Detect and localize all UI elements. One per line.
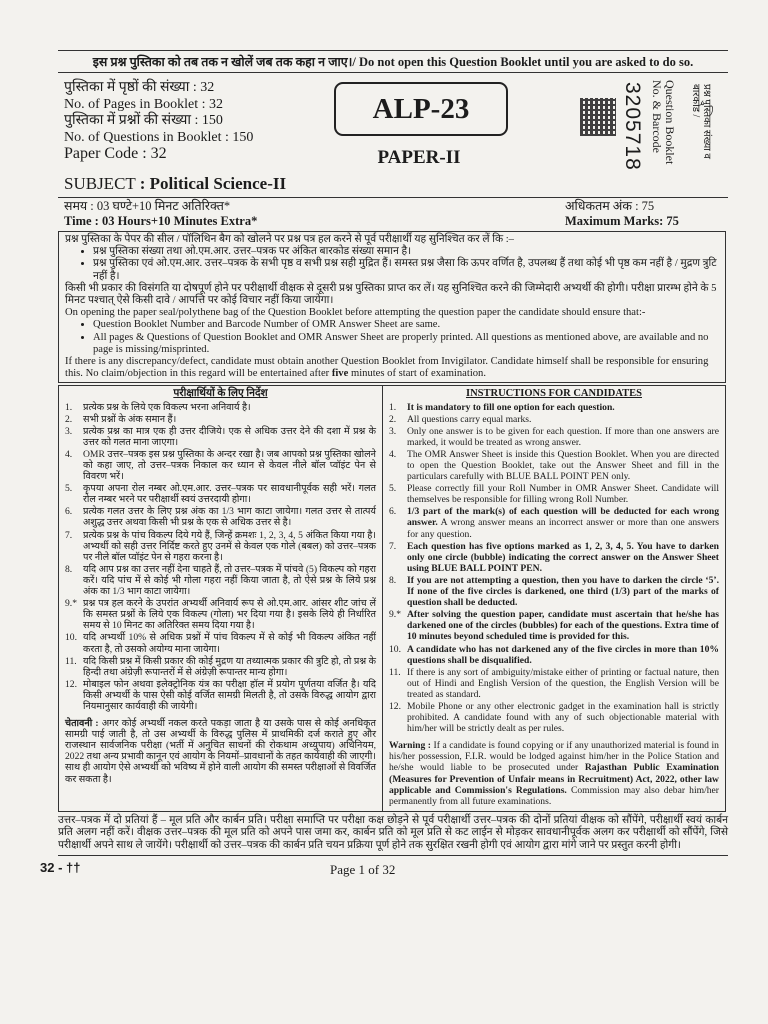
warning-label: Warning : [389, 740, 431, 752]
booklet-number-label-hi: प्रश्न पुस्तिका संख्या व बारकोड / [690, 84, 712, 159]
instruction-text: यदि किसी प्रश्न में किसी प्रकार की कोई मुद्रण या तथ्यात्मक प्रकार की त्रुटि हो, तो प्रश्न के हिन्दी तथा अंग्रेज़ी रूपान्तरों में से अंग्रेज़ी रूपान्तर मान्य होगा। [83, 655, 376, 678]
subject [64, 174, 286, 194]
instruction-number: 9.* [65, 598, 77, 610]
instruction-number: 5. [65, 483, 73, 495]
series-code: ALP-23 [372, 92, 470, 125]
instruction-item [389, 506, 719, 539]
instruction-item [65, 402, 376, 413]
body-flow [40, 231, 728, 880]
instruction-item [389, 644, 719, 666]
seal-intro-hi: प्रश्न पुस्तिका के पेपर की सील / पॉलिथिन बैग को खोलने पर प्रश्न पत्र हल करने से पूर्व परीक्षार्थी यह सुनिश्चित कर लें कि :– [65, 234, 514, 245]
instruction-bold: If you are not attempting a question, then you have to darken the circle ‘5’. If none of the five circles is darkened, one third (1/3) part of the marks of question shall be deducted. [407, 574, 719, 609]
instruction-number: 4. [65, 448, 73, 460]
max-marks [565, 199, 679, 228]
instruction-text [407, 644, 719, 666]
instruction-item [389, 575, 719, 608]
instruction-text: प्रश्न पत्र हल करने के उपरांत अभ्यर्थी अनिवार्य रूप से ओ.एम.आर. आंसर शीट जांच लें कि समस्त प्रश्नों के लिये एक विकल्प (गोला) भर दिया गया है। इसके लिये ही निर्धारित समय से 10 मिनट का अतिरिक्त समय दिया गया है। [83, 598, 376, 632]
instruction-text [407, 701, 719, 734]
carbon-copy-note: उत्तर–पत्रक में दो प्रतियां हैं – मूल प्रति और कार्बन प्रति। परीक्षा समाप्ति पर परीक्षा कक्ष छोड़ने से पूर्व परीक्षार्थी उत्तर–पत्रक की दोनों प्रतियां वीक्षक को सौंपेंगे, परीक्षार्थी स्वयं कार्बन प्रति अलग नहीं करें। वीक्षक उत्तर–पत्रक की मूल प्रति को अपने पास जमा कर, कार्बन प्रति को मूल प्रति से कट लाईन से मोड़कर सावधानीपूर्वक अलग कर परीक्षार्थी को सौंपेंगे, जिसे परीक्षार्थी अपने साथ ले जायेंगे। परीक्षार्थी को उत्तर–पत्रक की कार्बन प्रति चयन प्रक्रिया पूर्ण होने तक सुरक्षित रखनी होगी एवं आयोग द्वारा मांगे जाने पर प्रस्तुत करनी होगी। [58, 815, 728, 856]
do-not-open-notice: इस प्रश्न पुस्तिका को तब तक न खोलें जब तक कहा न जाए।/ Do not open this Question Booklet until you are asked to do so. [92, 55, 694, 69]
seal-instructions-box [58, 231, 726, 383]
instruction-number: 7. [65, 529, 73, 541]
seal-bullet-hi: • प्रश्न पुस्तिका संख्या तथा ओ.एम.आर. उत्तर–पत्रक पर अंकित बारकोड संख्या समान है। [93, 246, 719, 258]
instruction-number: 12. [65, 678, 77, 690]
footer-code: 32 - †† [40, 860, 81, 876]
warning-text: Commission may also debar him/her permanently from all future examinations. [389, 784, 719, 807]
instruction-number: 11. [65, 655, 77, 667]
instruction-number: 8. [389, 574, 397, 586]
seal-bullet-hi: • प्रश्न पुस्तिका एवं ओ.एम.आर. उत्तर–पत्रक के सभी पृष्ठ व सभी प्रश्न सही मुद्रित हैं। समस्त प्रश्न जैसा कि ऊपर वर्णित है, उपलब्ध हैं तथा कोई भी पृष्ठ कम नहीं है / मुद्रण त्रुटि नहीं है। [93, 258, 719, 282]
instruction-bold: A candidate who has not darkened any of the five circles in more than 10% questions shall be disqualified. [407, 643, 719, 666]
seal-outro-text: minutes of start of examination. [348, 368, 487, 380]
instruction-item [65, 506, 376, 528]
instruction-number: 3. [389, 425, 397, 437]
instruction-bold: Each question has five options marked as 1, 2, 3, 4, 5. You have to darken only one circle (bubble) indicating the correct answer on the Answer Sheet using BLUE BALL POINT PEN. [407, 540, 719, 574]
instruction-item [389, 402, 719, 413]
instruction-plain: If there is any sort of ambiguity/mistake either of printing or factual nature, then out of Hindi and English Version of the question, the English Version will be treated as standard. [407, 666, 719, 700]
page-number: Page 1 of 32 [330, 862, 396, 878]
subject-label: SUBJECT [64, 174, 136, 193]
instruction-item [389, 667, 719, 700]
booklet-number-label-en: Question Booklet No. & Barcode [650, 80, 677, 165]
hindi-instructions-title: परीक्षार्थियों के लिए निर्देश [173, 388, 268, 400]
paper-code: Paper Code : 32 [64, 145, 167, 162]
instruction-text [407, 506, 719, 539]
paper-title: PAPER-II [377, 147, 461, 168]
instruction-text: प्रत्येक प्रश्न का मात्र एक ही उत्तर दीजिये। एक से अधिक उत्तर देने की दशा में प्रश्न के उत्तर को गलत माना जाएगा। [83, 425, 376, 448]
notice-rule [58, 72, 728, 73]
instruction-text: यदि आप प्रश्न का उत्तर नहीं देना चाहते हैं, तो उत्तर–पत्रक में पांचवे (5) विकल्प को गहरा करें। यदि पांच में से कोई भी गोला गहरा नहीं किया जाता है, तो ऐसे प्रश्न के लिये प्रश्न अंक का 1/3 भाग काटा जायेगा। [83, 563, 376, 598]
seal-outro-text: If there is any discrepancy/defect, candidate must obtain another Question Booklet from Invigilator. Candidate himself shall be responsible for ensuring this. No claim/objection in this regard will be entertained after [65, 356, 709, 380]
time [64, 199, 257, 228]
instruction-text: प्रत्येक गलत उत्तर के लिए प्रश्न अंक का 1/3 भाग काटा जायेगा। गलत उत्तर से तात्पर्य अशुद्ध उत्तर अथवा किसी भी प्रश्न के एक से अधिक उत्तर से है। [83, 506, 376, 529]
instruction-item [65, 530, 376, 563]
instruction-number: 2. [389, 413, 397, 425]
instruction-number: 3. [65, 425, 73, 437]
instruction-number: 12. [389, 700, 401, 712]
instruction-text: प्रत्येक प्रश्न के लिये एक विकल्प भरना अनिवार्य है। [83, 401, 251, 413]
english-warning [389, 740, 719, 807]
instruction-plain: The OMR Answer Sheet is inside this Question Booklet. When you are directed to open the Question Booklet, take out the Answer Sheet and fill in the particulars carefully with BLUE BALL POINT PEN only. [407, 448, 719, 483]
instruction-plain: All questions carry equal marks. [407, 413, 532, 425]
instruction-number: 2. [65, 413, 73, 425]
seal-bullet-en: • All pages & Questions of Question Booklet and OMR Answer Sheet are properly printed. All questions as mentioned above, are available and no page is missing/misprinted. [93, 332, 719, 356]
instruction-item [389, 414, 719, 425]
instruction-text: सभी प्रश्नों के अंक समान हैं। [83, 413, 177, 425]
english-instruction-list [389, 402, 719, 735]
instruction-number: 10. [389, 643, 401, 655]
instruction-item [389, 449, 719, 482]
instruction-plain: Only one answer is to be given for each question. If more than one answers are marked, it would be treated as wrong answer. [407, 425, 719, 448]
instruction-item [389, 426, 719, 448]
series-code-box [334, 82, 508, 136]
instruction-item [65, 598, 376, 631]
instruction-bold: 1/3 part of the mark(s) of each question will be deducted for each wrong answer. [407, 506, 719, 529]
seal-intro-en: On opening the paper seal/polythene bag of the Question Booklet before attempting the question paper the candidate should ensure that:- [65, 307, 646, 319]
top-rule [58, 50, 728, 51]
barcode-icon [580, 98, 616, 136]
instruction-text: OMR उत्तर–पत्रक इस प्रश्न पुस्तिका के अन्दर रखा है। जब आपको प्रश्न पुस्तिका खोलने को कहा जाए, तो उत्तर–पत्रक निकाल कर ध्यान से केवल नीले बॉल प्वॉइंट पेन से विवरण भरें। [83, 448, 376, 483]
warning-label: चेतावनी : [65, 718, 99, 730]
instruction-number: 11. [389, 666, 401, 678]
instruction-text: प्रत्येक प्रश्न के पांच विकल्प दिये गये हैं, जिन्हें क्रमशः 1, 2, 3, 4, 5 अंकित किया गया है। अभ्यर्थी को सही उत्तर निर्दिष्ट करते हुए उनमें से केवल एक गोले (बबल) को उत्तर–पत्रक पर नीले बॉल प्वॉइंट पेन से गहरा करना है। [83, 529, 376, 563]
seal-outro-bold: five [331, 368, 349, 380]
instruction-bold: It is mandatory to fill one option for each question. [407, 401, 615, 413]
hindi-instruction-list [65, 402, 376, 713]
seal-outro-hi: किसी भी प्रकार की विसंगति या दोषपूर्ण होने पर परीक्षार्थी वीक्षक से दूसरी प्रश्न पुस्तिका प्राप्त कर लें। यह सुनिश्चित करने की जिम्मेदारी अभ्यर्थी की होगी। परीक्षा प्रारम्भ होने के 5 मिनट पश्चात् ऐसे किसी दावे / आपत्ति पर कोई विचार नहीं किया जायेगा। [65, 282, 717, 307]
instruction-text: कृपया अपना रोल नम्बर ओ.एम.आर. उत्तर–पत्रक पर सावधानीपूर्वक सही भरें। गलत रोल नम्बर भरने पर परीक्षार्थी स्वयं उत्तरदायी होगा। [83, 483, 376, 506]
hindi-instructions [59, 386, 383, 810]
hindi-warning [65, 718, 376, 785]
instruction-item [65, 656, 376, 678]
instruction-item [389, 609, 719, 642]
instruction-text [407, 541, 719, 574]
instruction-text: यदि अभ्यर्थी 10% से अधिक प्रश्नों में पांच विकल्प में से कोई भी विकल्प अंकित नहीं करता है, तो उसको अयोग्य माना जायेगा। [83, 632, 376, 655]
seal-outro-en [65, 356, 719, 380]
instruction-number: 6. [65, 506, 73, 518]
warning-text: अगर कोई अभ्यर्थी नकल करते पकड़ा जाता है या उसके पास से कोई अनधिकृत सामग्री पाई जाती है, तो उस अभ्यर्थी के विरुद्ध पुलिस में प्राथमिकी दर्ज कराते हुए और राजस्थान सार्वजनिक परीक्षा (भर्ती में अनुचित साधनों की रोकथाम अध्युपाय) अधिनियम, 2022 तथा अन्य प्रभावी कानून एवं आयोग के नियमों–प्रावधानों के तहत कार्यवाही की जाएगी। साथ ही आयोग ऐसे अभ्यर्थी को भविष्य में होने वाली आयोग की समस्त परीक्षाओं से विवर्जित कर सकता है। [65, 718, 376, 785]
instruction-item [65, 632, 376, 654]
instruction-number: 9.* [389, 609, 401, 621]
instruction-item [65, 414, 376, 425]
instruction-item [65, 564, 376, 597]
instruction-bold: After solving the question paper, candidate must ascertain that he/she has darkened one of the circles (bubbles) for each of the questions. Extra time of 10 minutes beyond scheduled time is provided for this. [407, 609, 719, 643]
instruction-item [65, 483, 376, 505]
instruction-number: 8. [65, 563, 73, 575]
english-instructions [383, 386, 725, 810]
warning-act: Rajasthan Public Examination (Measures for Prevention of Unfair means in Recruitment) Act, 2022, other law applicable and Commission's Regulations. [389, 762, 719, 796]
pages-en: No. of Pages in Booklet : 32 [64, 96, 224, 112]
instruction-text [407, 609, 719, 642]
pages-hi: पुस्तिका में पृष्ठों की संख्या : 32 [64, 80, 215, 95]
instruction-item [65, 449, 376, 482]
instruction-text: मोबाइल फोन अथवा इलेक्ट्रोनिक यंत्र का परीक्षा हॉल में प्रयोग पूर्णतया वर्जित है। यदि किसी अभ्यर्थी के पास ऐसी कोई वर्जित सामग्री मिलती है, तो उसके विरुद्ध आयोग द्वारा नियमानुसार कार्यवाही की जायेगी। [83, 678, 376, 712]
instruction-text [407, 667, 719, 700]
instruction-text [407, 414, 531, 425]
subject-value: : Political Science-II [139, 174, 287, 193]
footer [40, 860, 728, 880]
instruction-item [65, 426, 376, 448]
booklet-meta [64, 80, 253, 163]
warning-text: If a candidate is found copying or if any unauthorized material is found in his/her possession, F.I.R. would be lodged against him/her in the Police Station and he/she would liable to be prosecuted under [389, 740, 719, 774]
instruction-text [407, 575, 719, 608]
instruction-text [407, 402, 615, 413]
instruction-text [407, 449, 719, 482]
instruction-plain: A wrong answer means an incorrect answer or more than one answers for any question. [407, 517, 719, 540]
time-hi: समय : 03 घण्टे+10 मिनट अतिरिक्त* [64, 199, 231, 213]
instruction-item [389, 701, 719, 734]
questions-hi: पुस्तिका में प्रश्नों की संख्या : 150 [64, 113, 223, 128]
instruction-plain: Please correctly fill your Roll Number in OMR Answer Sheet. Candidate will themselves be responsible for filling wrong Roll Number. [407, 483, 719, 506]
instruction-number: 5. [389, 483, 397, 495]
instruction-number: 1. [389, 401, 397, 413]
booklet-number: 3205718 [621, 82, 644, 171]
questions-en: No. of Questions in Booklet : 150 [64, 129, 254, 145]
instruction-item [389, 541, 719, 574]
marks-hi: अधिकतम अंक : 75 [565, 199, 655, 213]
instruction-text [407, 483, 719, 505]
seal-bullet-en: • Question Booklet Number and Barcode Number of OMR Answer Sheet are same. [93, 319, 719, 331]
time-en: Time : 03 Hours+10 Minutes Extra* [64, 213, 258, 228]
instruction-number: 4. [389, 448, 397, 460]
instruction-number: 1. [65, 401, 73, 413]
instruction-item [389, 483, 719, 505]
instruction-text [407, 426, 719, 448]
marks-en: Maximum Marks: 75 [565, 213, 679, 228]
instruction-number: 6. [389, 506, 397, 518]
instruction-plain: Mobile Phone or any other electronic gadget in the examination hall is strictly prohibited. A candidate found with any of such objectionable material with him/her will be strictly dealt as per rules. [407, 700, 719, 735]
instruction-number: 10. [65, 632, 77, 644]
instruction-number: 7. [389, 540, 397, 552]
english-instructions-title: INSTRUCTIONS FOR CANDIDATES [465, 388, 642, 400]
instructions-box [58, 385, 726, 811]
subject-rule [58, 197, 728, 198]
instruction-item [65, 679, 376, 712]
